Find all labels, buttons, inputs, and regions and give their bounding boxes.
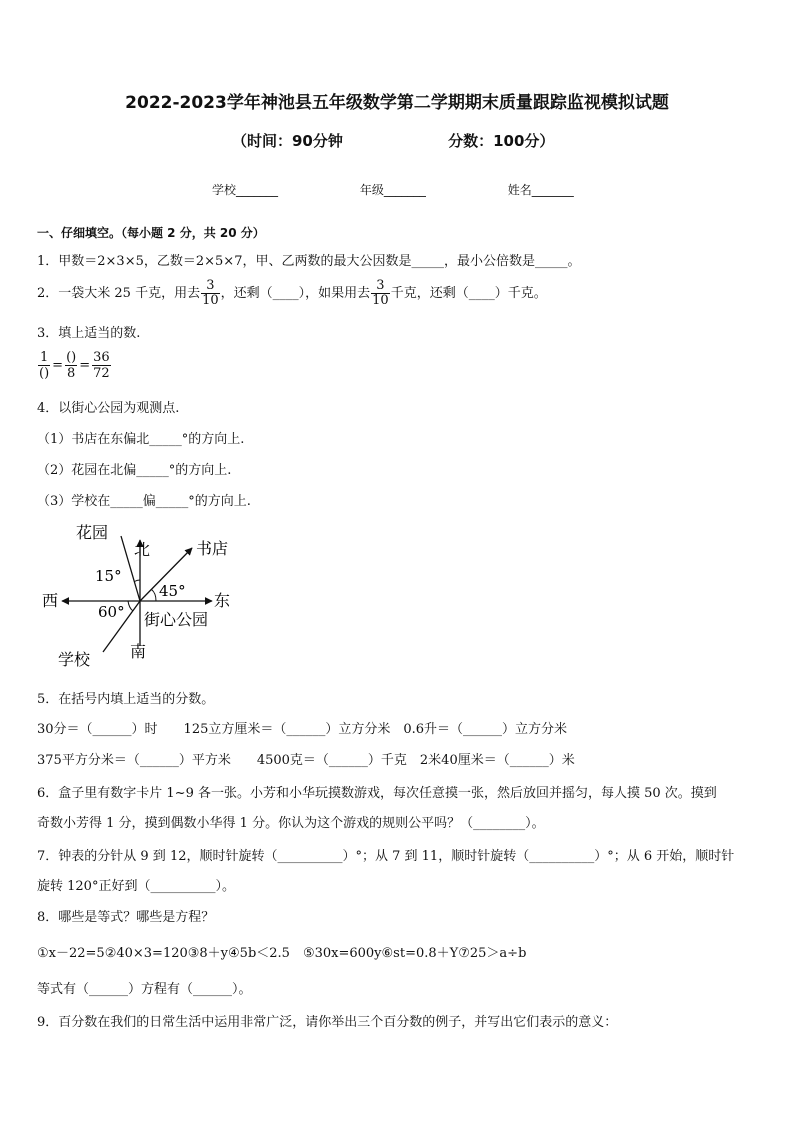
question-4: 4．以街心公园为观测点. bbox=[37, 401, 180, 416]
exam-info bbox=[232, 130, 554, 151]
question-8-answer: 等式有（______）方程有（______）。 bbox=[37, 982, 252, 997]
label-park: 街心公园 bbox=[144, 610, 209, 629]
grade-field: 年级_______ bbox=[359, 183, 426, 197]
question-4-part-3: （3）学校在_____偏_____°的方向上. bbox=[37, 494, 251, 509]
question-4-part-2: （2）花园在北偏_____°的方向上. bbox=[37, 463, 232, 478]
angle-arc-45 bbox=[152, 590, 157, 602]
angle-arc-15 bbox=[135, 580, 141, 582]
question-5-row-2: 375平方分米＝（______）平方米 4500克＝（______）千克 2米40厘米＝（______）米 bbox=[37, 753, 575, 768]
question-2 bbox=[37, 279, 547, 308]
label-south: 南 bbox=[130, 642, 147, 661]
exam-time: （时间：90分钟 bbox=[232, 132, 343, 150]
question-6-line-2: 奇数小芳得 1 分，摸到偶数小华得 1 分。你认为这个游戏的规则公平吗？（________）。 bbox=[37, 816, 545, 831]
compass-diagram bbox=[40, 520, 240, 670]
label-west: 西 bbox=[42, 591, 59, 610]
question-5: 5．在括号内填上适当的分数。 bbox=[37, 692, 215, 707]
question-7-line-2: 旋转 120°正好到（__________）。 bbox=[37, 879, 235, 894]
question-9: 9．百分数在我们的日常生活中运用非常广泛，请你举出三个百分数的例子，并写出它们表示的意义： bbox=[37, 1015, 618, 1030]
q2-text-b: ，还剩（____），如果用去 bbox=[220, 286, 371, 301]
label-60: 60° bbox=[98, 603, 125, 621]
question-1: 1．甲数＝2×3×5，乙数＝2×5×7，甲、乙两数的最大公因数是_____，最小公倍数是_____。 bbox=[37, 254, 581, 269]
q2-text-c: 千克，还剩（____）千克。 bbox=[390, 286, 547, 301]
q2-text-a: 2．一袋大米 25 千克，用去 bbox=[37, 286, 201, 301]
fraction-equation: $\frac{1}{()}$ = $\frac{()}{8}$ = $\frac{36}{72}$ bbox=[39, 350, 110, 381]
angle-arc-60 bbox=[128, 601, 133, 611]
label-north: 北 bbox=[134, 540, 151, 559]
question-8: 8．哪些是等式？哪些是方程？ bbox=[37, 910, 215, 925]
label-bookstore: 书店 bbox=[196, 539, 229, 558]
page-title: 2022-2023学年神池县五年级数学第二学期期末质量跟踪监视模拟试题 bbox=[125, 93, 669, 113]
school-field: 学校_______ bbox=[212, 183, 279, 197]
name-field: 姓名_______ bbox=[507, 183, 574, 197]
fraction: $\frac{()}{8}$ bbox=[66, 350, 77, 381]
exam-score: 分数：100分） bbox=[448, 132, 555, 150]
label-garden: 花园 bbox=[76, 523, 109, 542]
question-4-part-1: （1）书店在东偏北_____°的方向上. bbox=[37, 432, 245, 447]
label-east: 东 bbox=[214, 591, 231, 610]
label-45: 45° bbox=[159, 582, 186, 600]
question-8-items: ①x－22=5②40×3=120③8＋y④5b＜2.5 ⑤30x=600y⑥st=0.8＋Y⑦25＞a÷b bbox=[37, 946, 527, 961]
question-5-row-1: 30分＝（______）时 125立方厘米＝（______）立方分米 0.6升＝（______）立方分米 bbox=[37, 722, 568, 737]
question-7-line-1: 7．钟表的分针从 9 到 12，顺时针旋转（__________）°；从 7 到 11，顺时针旋转（__________）°；从 6 开始，顺时针 bbox=[37, 849, 735, 864]
question-6-line-1: 6．盒子里有数字卡片 1~9 各一张。小芳和小华玩摸数游戏，每次任意摸一张，然后放回并摇匀，每人摸 50 次。摸到 bbox=[37, 786, 717, 801]
label-school: 学校 bbox=[58, 650, 91, 669]
fraction: $\frac{3}{10}$ bbox=[202, 278, 219, 308]
fraction: $\frac{1}{()}$ bbox=[39, 350, 50, 381]
fraction: $\frac{3}{10}$ bbox=[372, 278, 389, 308]
fraction: $\frac{36}{72}$ bbox=[93, 350, 110, 381]
section-heading: 一、仔细填空。（每小题 2 分，共 20 分） bbox=[37, 226, 265, 240]
question-3: 3．填上适当的数. bbox=[37, 326, 141, 341]
label-15: 15° bbox=[95, 567, 122, 585]
student-info bbox=[212, 181, 652, 198]
